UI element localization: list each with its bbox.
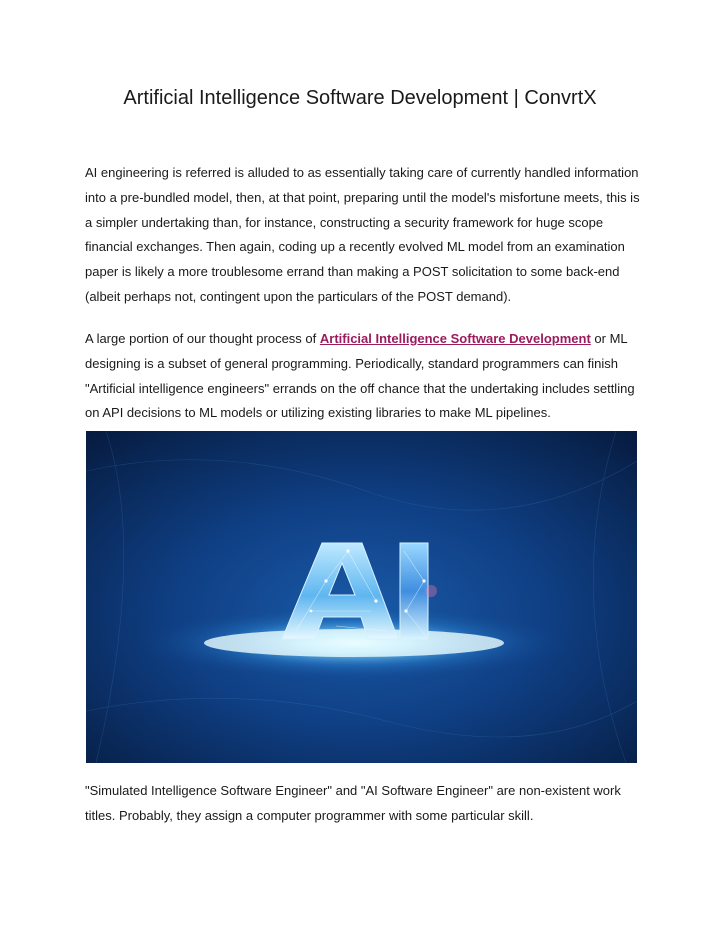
paragraph-subset-lead: A large portion of our thought process of	[85, 331, 320, 346]
paragraph-intro: AI engineering is referred is alluded to as essentially taking care of currently handled information into a pre-bundled model, then, at that point, preparing until the model's misfortune meets, this is a simpler undertaking than, for instance, constructing a security framework for huge scope financial exchanges. Then again, coding up a recently evolved ML model from an examination paper is likely a more troublesome errand than making a POST solicitation to some back-end (albeit perhaps not, contingent upon the particulars of the POST demand).	[85, 165, 640, 304]
paragraph-subset-rest: or ML designing is a subset of general programming. Periodically, standard programmers can finish "Artificial intelligence engineers" errands on the off chance that the undertaking includes settling on API decisions to ML models or utilizing existing libraries to make ML pipelines.	[85, 331, 635, 421]
paragraph-subset	[85, 327, 645, 426]
ai-hero-graphic	[86, 431, 637, 763]
paragraph-job-titles: "Simulated Intelligence Software Engineer" and "AI Software Engineer" are non-existent work titles. Probably, they assign a computer programmer with some particular skill.	[85, 783, 621, 823]
hero-ai-text: AI	[353, 636, 355, 637]
hero-image	[86, 431, 637, 763]
page-title: Artificial Intelligence Software Development | ConvrtX	[123, 87, 597, 109]
ai-software-development-link[interactable]: Artificial Intelligence Software Development	[319, 331, 591, 346]
